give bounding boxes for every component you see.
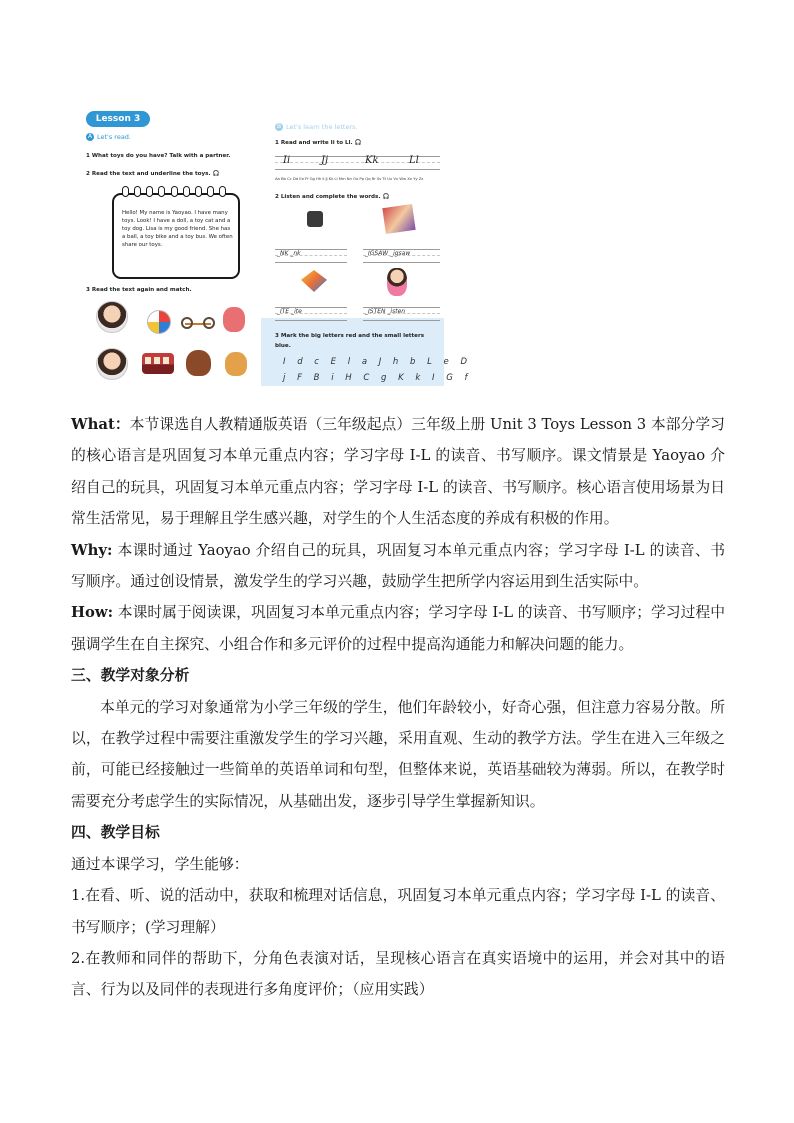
how-text: 本课时属于阅读课，巩固复习本单元重点内容；学习字母 I-L 的读音、书写顺序；学习过程中强调学生在自主探究、小组合作和多元评价的过程中提高沟通能力和解决问题的能力。 — [71, 604, 725, 653]
question-2-text: 2 Read the text and underline the toys. — [86, 171, 211, 177]
dog-picture — [186, 350, 211, 376]
reading-passage: Hello! My name is Yaoyao. I have many toys. Look! I have a doll, a toy cat and a toy dog. Lisa is my good friend. She has a ball, a toy bike and a toy bus. We often share our toys. — [122, 210, 233, 249]
section-b-heading — [275, 123, 358, 131]
goal-2: 2.在教师和同伴的帮助下，分角色表演对话，呈现核心语言在真实语境中的运用，并会对其中的语言、行为以及同伴的表现进行多角度评价；（应用实践） — [71, 949, 725, 999]
teddy-bear-picture — [225, 352, 247, 376]
what-label: What： — [71, 416, 130, 433]
mark-letters-row-1: I d c E l a J h b L e D — [283, 357, 472, 367]
notebook-frame — [112, 193, 240, 279]
letter-jj: Jj — [321, 155, 329, 166]
ink-bottle-picture — [307, 211, 323, 227]
word-listen: _ISTEN _isten — [365, 308, 406, 315]
bike-picture — [185, 313, 211, 325]
section-a-heading — [86, 133, 131, 141]
headphones-icon: 🎧 — [382, 194, 390, 200]
why-text: 本课时通过 Yaoyao 介绍自己的玩具，巩固复习本单元重点内容；学习字母 I-L 的读音、书写顺序。通过创设情景，激发学生的学习兴趣，鼓励学生把所学内容运用到生活实际中。 — [71, 541, 725, 591]
mark-letters-row-2: j F B i H C g K k I G f — [283, 373, 472, 383]
letter-kk: Kk — [365, 155, 379, 166]
how-paragraph — [71, 597, 725, 660]
kite-picture — [301, 270, 327, 292]
letters-panel — [269, 118, 472, 386]
question-1: 1 What toys do you have? Talk with a partner. — [86, 153, 231, 159]
what-text: 本节课选自人教精通版英语（三年级起点）三年级上册 Unit 3 Toys Lesson 3 本部分学习的核心语言是巩固复习本单元重点内容；学习字母 I-L 的读音、书写顺序。课文情景是 Yaoyao 介绍自己的玩具，巩固复习本单元重点内容；学习字母 I-L 的读音、书写顺序。核心语言使用场景为日常生活常见，易于理解且学生感兴趣，对学生的个人生活态度的养成有积极的作用。 — [71, 416, 725, 528]
bus-picture — [142, 353, 174, 374]
how-label: How: — [71, 604, 114, 622]
listening-girl-picture — [387, 268, 407, 296]
body-text — [71, 409, 725, 1006]
question-2 — [86, 171, 220, 177]
letter-ii: Ii — [283, 155, 291, 166]
why-paragraph — [71, 535, 725, 598]
b-question-1-text: 1 Read and write Ii to Ll. — [275, 140, 353, 146]
b-question-1 — [275, 140, 362, 146]
b-question-3-line2: blue. — [275, 343, 291, 349]
section-a-letter: A — [87, 133, 93, 140]
word-kite: _ITE _ite — [277, 308, 302, 315]
textbook-image — [82, 108, 472, 386]
b-question-2 — [275, 194, 389, 200]
alphabet-strip: Aa Bb Cc Dd Ee Ff Gg Hh Ii Jj Kk Ll Mm Nn Oo Pp Qq Rr Ss Tt Uu Vv Ww Xx Yy Zz — [275, 176, 424, 181]
b-question-2-text: 2 Listen and complete the words. — [275, 194, 381, 200]
section-b-title: Let's learn the letters. — [286, 123, 358, 131]
pink-bear-picture — [223, 307, 245, 332]
b-question-3-line1: 3 Mark the big letters red and the small letters — [275, 333, 425, 339]
boy-portrait — [96, 348, 128, 380]
section-3-paragraph: 本单元的学习对象通常为小学三年级的学生，他们年龄较小，好奇心强，但注意力容易分散。所以，在教学过程中需要注重激发学生的学习兴趣，采用直观、生动的教学方法。学生在进入三年级之前，可能已经接触过一些简单的英语单词和句型，但整体来说，英语基础较为薄弱。所以，在教学时需要充分考虑学生的实际情况，从基础出发，逐步引导学生掌握新知识。 — [71, 698, 725, 810]
goal-1: 1.在看、听、说的活动中，获取和梳理对话信息，巩固复习本单元重点内容；学习字母 I-L 的读音、书写顺序；(学习理解） — [71, 887, 725, 936]
goals-intro: 通过本课学习，学生能够： — [71, 855, 249, 873]
question-3: 3 Read the text again and match. — [86, 287, 192, 293]
section-3-heading: 三、教学对象分析 — [71, 667, 190, 685]
section-4-heading: 四、教学目标 — [71, 824, 160, 842]
headphones-icon: 🎧 — [354, 140, 362, 146]
lesson-badge: Lesson 3 — [86, 111, 150, 127]
what-paragraph — [71, 409, 725, 535]
headphones-icon: 🎧 — [212, 171, 220, 177]
section-b-letter: B — [276, 123, 282, 130]
girl-portrait — [96, 301, 128, 333]
notebook-rings — [122, 186, 226, 198]
letter-ll: Ll — [409, 155, 419, 166]
why-label: Why: — [71, 541, 113, 559]
section-a-title: Let's read. — [97, 133, 131, 141]
word-ink: _NK _nk — [277, 250, 301, 257]
word-jigsaw: _IGSAW _igsaw — [365, 250, 411, 257]
jigsaw-picture — [382, 204, 415, 234]
ball-picture — [147, 310, 171, 334]
